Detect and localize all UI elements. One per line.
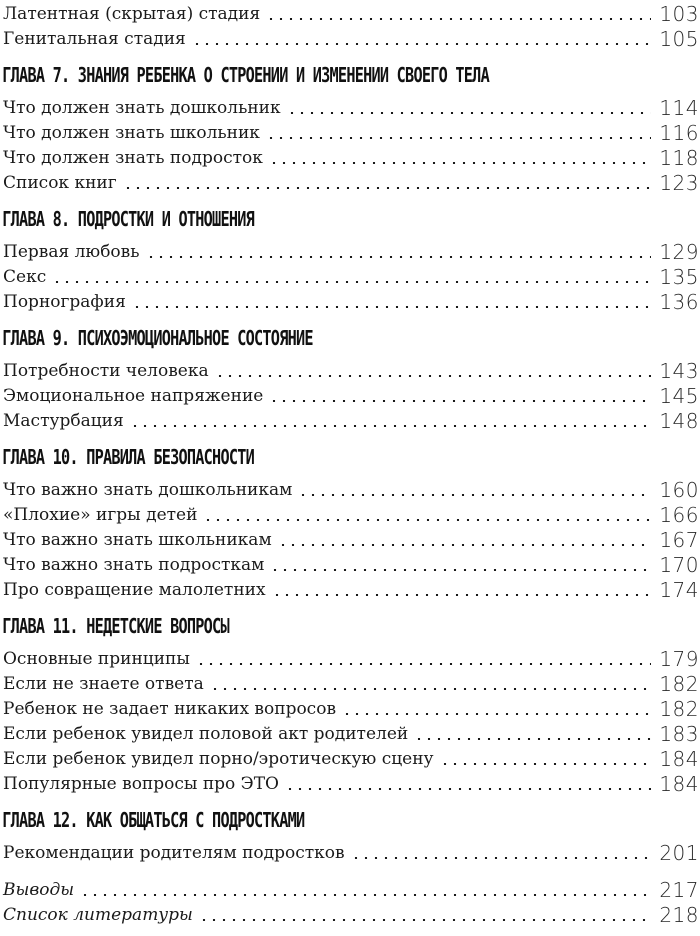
entry-page-number: 179 — [659, 647, 699, 671]
dot-leader — [440, 763, 652, 765]
entry-page-number: 105 — [659, 27, 699, 51]
entry-page-number: 123 — [659, 171, 699, 195]
toc-entry[interactable] — [0, 720, 700, 745]
dot-leader — [52, 281, 651, 283]
toc-entry[interactable] — [0, 551, 700, 576]
entry-title: Список литературы — [3, 905, 193, 925]
toc-entry[interactable] — [0, 901, 700, 926]
entry-title: Что важно знать школьникам — [3, 530, 272, 550]
entry-title: Если ребенок увидел порно/эротическую сцену — [3, 749, 434, 769]
toc-entry[interactable] — [0, 876, 700, 901]
toc-entry[interactable] — [0, 839, 700, 864]
entry-page-number: 182 — [659, 697, 699, 721]
entry-title: Что важно знать дошкольникам — [3, 480, 293, 500]
dot-leader — [146, 256, 652, 258]
entry-page-number: 166 — [659, 503, 699, 527]
dot-leader — [123, 187, 652, 189]
entry-title: Что важно знать подросткам — [3, 555, 265, 575]
chapter-heading[interactable]: ГЛАВА 10. ПРАВИЛА БЕЗОПАСНОСТИ — [2, 445, 255, 469]
entry-title: Если не знаете ответа — [3, 674, 204, 694]
dot-leader — [270, 569, 651, 571]
entry-page-number: 170 — [659, 553, 699, 577]
entry-title: Потребности человека — [3, 361, 209, 381]
toc-entry[interactable] — [0, 576, 700, 601]
entry-page-number: 145 — [659, 384, 699, 408]
entry-title: «Плохие» игры детей — [3, 505, 198, 525]
toc-entry[interactable] — [0, 94, 700, 119]
entry-title: Генитальная стадия — [3, 29, 186, 49]
dot-leader — [269, 162, 651, 164]
toc-entry[interactable] — [0, 288, 700, 313]
dot-leader — [287, 112, 652, 114]
dot-leader — [196, 663, 651, 665]
entry-page-number: 135 — [659, 265, 699, 289]
dot-leader — [285, 788, 651, 790]
entry-title: Первая любовь — [3, 242, 140, 262]
dot-leader — [80, 894, 651, 896]
entry-page-number: 129 — [659, 240, 699, 264]
toc-entry[interactable] — [0, 745, 700, 770]
entry-page-number: 218 — [659, 903, 699, 927]
entry-page-number: 174 — [659, 578, 699, 602]
toc-entry[interactable] — [0, 119, 700, 144]
dot-leader — [342, 713, 651, 715]
entry-title: Что должен знать подросток — [3, 148, 263, 168]
toc-entry[interactable] — [0, 382, 700, 407]
dot-leader — [192, 43, 652, 45]
dot-leader — [278, 544, 652, 546]
entry-title: Что должен знать школьник — [3, 123, 260, 143]
toc-entry[interactable] — [0, 263, 700, 288]
entry-title: Ребенок не задает никаких вопросов — [3, 699, 337, 719]
entry-title: Если ребенок увидел половой акт родителей — [3, 724, 409, 744]
toc-entry[interactable] — [0, 169, 700, 194]
toc-entry[interactable] — [0, 0, 700, 25]
toc-entry[interactable] — [0, 670, 700, 695]
entry-title: Популярные вопросы про ЭТО — [3, 774, 279, 794]
entry-title: Про совращение малолетних — [3, 580, 266, 600]
entry-page-number: 184 — [659, 747, 699, 771]
toc-entry[interactable] — [0, 144, 700, 169]
entry-page-number: 103 — [659, 2, 699, 26]
dot-leader — [130, 425, 652, 427]
toc-entry[interactable] — [0, 407, 700, 432]
toc-entry[interactable] — [0, 25, 700, 50]
toc-entry[interactable] — [0, 526, 700, 551]
toc-entry[interactable] — [0, 357, 700, 382]
toc-entry[interactable] — [0, 770, 700, 795]
dot-leader — [272, 594, 652, 596]
dot-leader — [351, 857, 652, 859]
entry-title: Выводы — [3, 880, 75, 900]
entry-title: Секс — [3, 267, 47, 287]
dot-leader — [269, 400, 651, 402]
entry-page-number: 143 — [659, 359, 699, 383]
entry-title: Порнография — [3, 292, 126, 312]
entry-page-number: 201 — [659, 841, 699, 865]
chapter-heading[interactable]: ГЛАВА 9. ПСИХОЭМОЦИОНАЛЬНОЕ СОСТОЯНИЕ — [2, 326, 313, 350]
entry-page-number: 184 — [659, 772, 699, 796]
dot-leader — [266, 18, 651, 20]
dot-leader — [266, 137, 651, 139]
chapter-heading[interactable]: ГЛАВА 7. ЗНАНИЯ РЕБЕНКА О СТРОЕНИИ И ИЗМЕНЕНИИ СВОЕГО ТЕЛА — [2, 63, 489, 87]
entry-page-number: 167 — [659, 528, 699, 552]
dot-leader — [298, 494, 651, 496]
entry-page-number: 160 — [659, 478, 699, 502]
entry-title: Латентная (скрытая) стадия — [3, 4, 261, 24]
entry-page-number: 136 — [659, 290, 699, 314]
chapter-heading[interactable]: ГЛАВА 11. НЕДЕТСКИЕ ВОПРОСЫ — [2, 614, 229, 638]
entry-title: Мастурбация — [3, 411, 124, 431]
entry-page-number: 116 — [659, 121, 699, 145]
dot-leader — [210, 688, 652, 690]
chapter-heading[interactable]: ГЛАВА 12. КАК ОБЩАТЬСЯ С ПОДРОСТКАМИ — [2, 808, 305, 832]
toc-entry[interactable] — [0, 238, 700, 263]
dot-leader — [414, 738, 651, 740]
entry-title: Рекомендации родителям подростков — [3, 843, 345, 863]
toc-entry[interactable] — [0, 695, 700, 720]
entry-page-number: 118 — [659, 146, 699, 170]
entry-title: Основные принципы — [3, 649, 190, 669]
entry-page-number: 182 — [659, 672, 699, 696]
entry-title: Эмоциональное напряжение — [3, 386, 264, 406]
dot-leader — [203, 519, 651, 521]
dot-leader — [132, 306, 652, 308]
toc-entry[interactable] — [0, 501, 700, 526]
toc-entry[interactable] — [0, 645, 700, 670]
entry-title: Список книг — [3, 173, 117, 193]
chapter-heading[interactable]: ГЛАВА 8. ПОДРОСТКИ И ОТНОШЕНИЯ — [2, 207, 255, 231]
entry-page-number: 217 — [659, 878, 699, 902]
entry-page-number: 183 — [659, 722, 699, 746]
toc-entry[interactable] — [0, 476, 700, 501]
dot-leader — [199, 919, 651, 921]
dot-leader — [215, 375, 652, 377]
entry-page-number: 148 — [659, 409, 699, 433]
entry-page-number: 114 — [659, 96, 699, 120]
entry-title: Что должен знать дошкольник — [3, 98, 281, 118]
